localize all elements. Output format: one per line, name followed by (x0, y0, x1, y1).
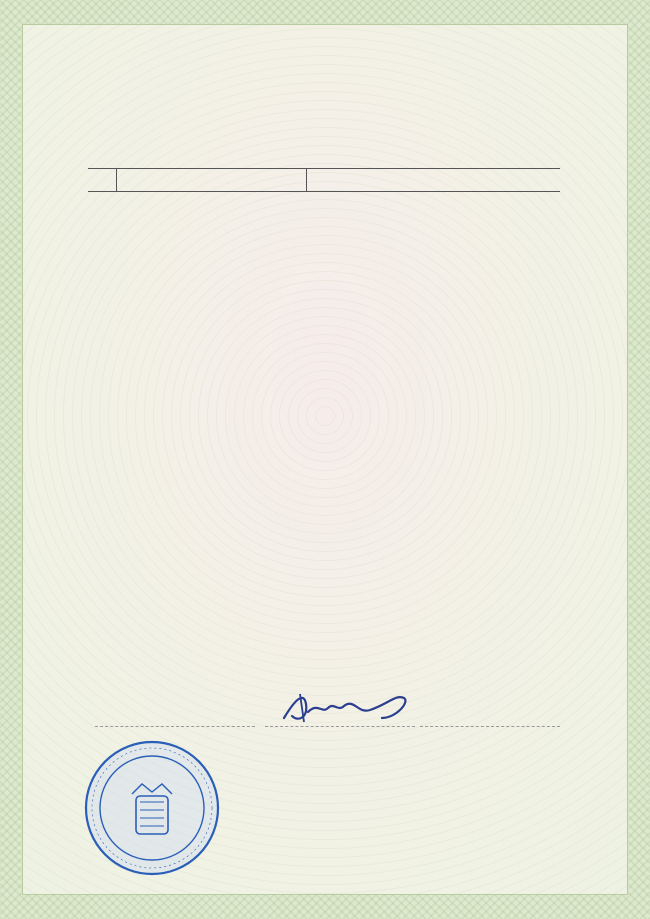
handwritten-signature (278, 688, 438, 728)
position-line (95, 726, 255, 727)
table-header (88, 168, 560, 192)
official-stamp (82, 738, 222, 878)
name-line (420, 726, 560, 727)
